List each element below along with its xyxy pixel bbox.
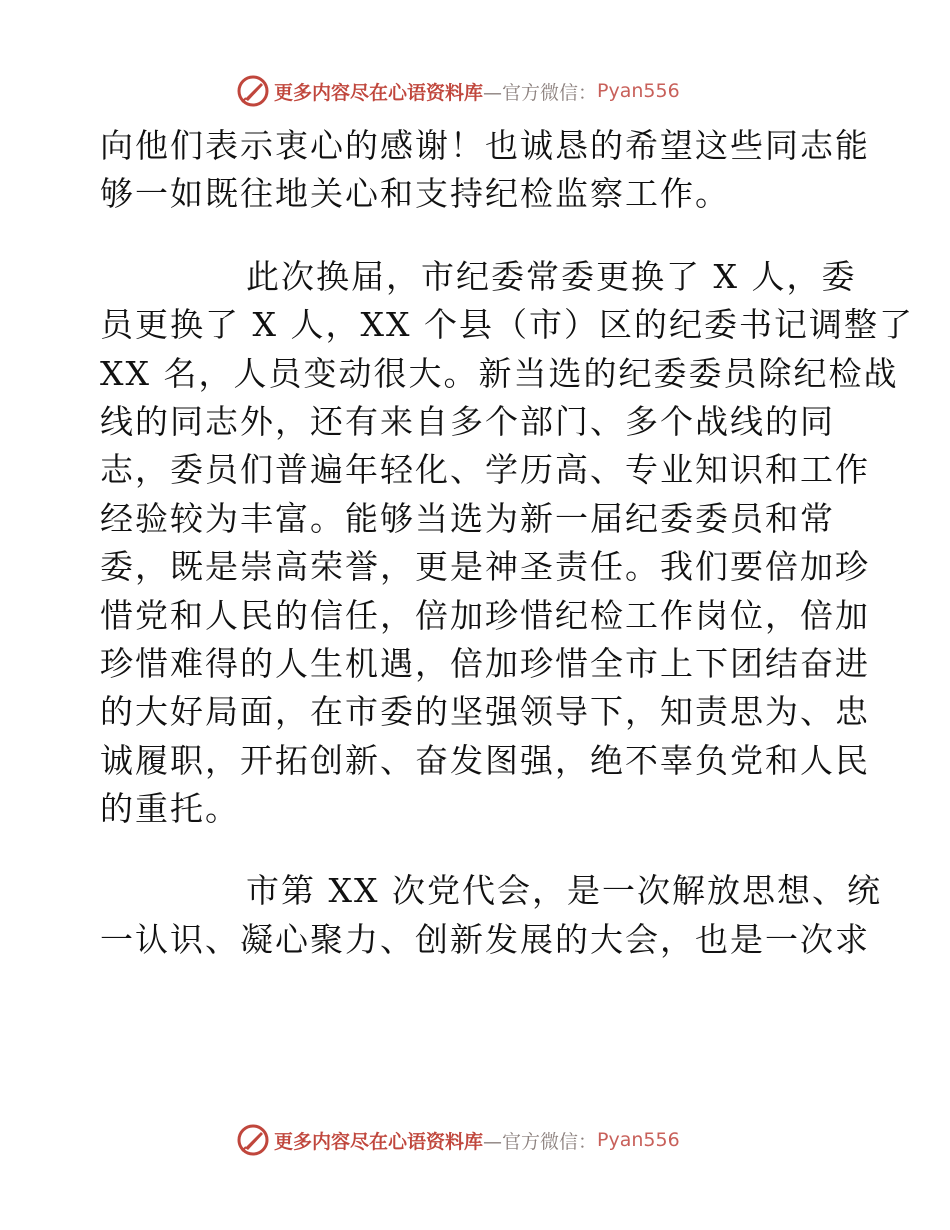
banner-text-wechat: —官方微信： (483, 81, 598, 104)
quill-circle-icon (236, 74, 270, 108)
paragraph-line: 珍惜难得的人生机遇，倍加珍惜全市上下团结奋进 (100, 643, 870, 683)
paragraph-line: 一认识、凝心聚力、创新发展的大会，也是一次求 (100, 919, 870, 959)
banner-text-main: 更多内容尽在心语资料库 (274, 81, 484, 104)
paragraph-gap (100, 219, 860, 253)
header-banner (236, 73, 680, 109)
banner-text-wechat: —官方微信： (483, 1130, 598, 1153)
paragraph-line: 此次换届，市纪委常委更换了 X 人，委 (246, 256, 857, 296)
paragraph-line: 的重托。 (100, 789, 240, 829)
paragraph-line: 线的同志外，还有来自多个部门、多个战线的同 (100, 401, 835, 441)
footer-banner (236, 1122, 680, 1158)
document-body (100, 122, 914, 964)
banner-text-id: Pyan556 (597, 80, 680, 102)
paragraph-line: 向他们表示衷心的感谢！也诚恳的希望这些同志能 (100, 126, 870, 165)
paragraph-line: 惜党和人民的信任，倍加珍惜纪检工作岗位，倍加 (100, 595, 870, 635)
paragraph-line: 市第 XX 次党代会，是一次解放思想、统 (246, 871, 882, 911)
paragraph-line: 志，委员们普遍年轻化、学历高、专业知识和工作 (100, 450, 870, 490)
paragraph-line: 的大好局面，在市委的坚强领导下，知责思为、忠 (100, 692, 870, 732)
paragraph-line: 委，既是崇高荣誉，更是神圣责任。我们要倍加珍 (100, 547, 870, 587)
paragraph-line: 够一如既往地关心和支持纪检监察工作。 (100, 174, 730, 214)
paragraph-gap (100, 833, 860, 867)
banner-text-main: 更多内容尽在心语资料库 (274, 1130, 484, 1153)
banner-text-id: Pyan556 (597, 1129, 680, 1151)
paragraph-line: 经验较为丰富。能够当选为新一届纪委委员和常 (100, 498, 835, 538)
quill-circle-icon (236, 1123, 270, 1157)
paragraph-line: XX 名，人员变动很大。新当选的纪委委员除纪检战 (100, 353, 899, 393)
paragraph-line: 诚履职，开拓创新、奋发图强，绝不辜负党和人民 (100, 740, 870, 780)
paragraph-line: 员更换了 X 人，XX 个县（市）区的纪委书记调整了 (100, 305, 914, 345)
